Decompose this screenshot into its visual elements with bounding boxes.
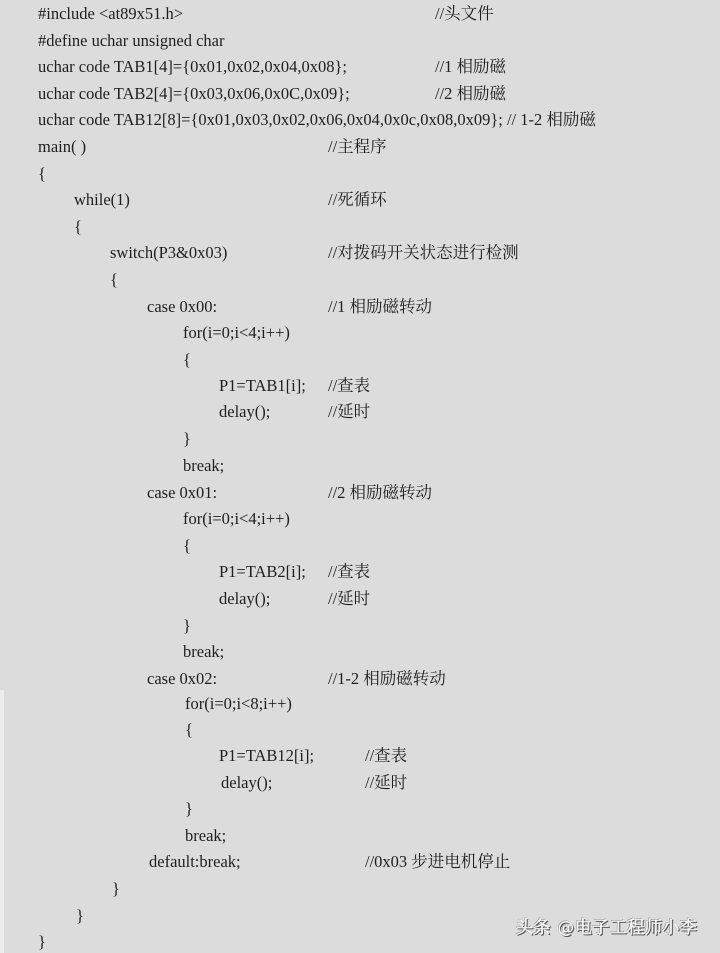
code-comment: //1 相励磁: [435, 57, 507, 76]
code-line: }: [76, 906, 84, 925]
code-comment: //延时: [328, 589, 371, 608]
code-comment: //2 相励磁: [435, 84, 507, 103]
code-line: for(i=0;i<8;i++): [185, 694, 292, 713]
code-comment: //死循环: [328, 190, 387, 209]
code-comment: //2 相励磁转动: [328, 483, 433, 502]
code-line: for(i=0;i<4;i++): [183, 323, 290, 342]
code-line: {: [185, 720, 193, 739]
code-line: }: [112, 879, 120, 898]
code-line: delay();: [221, 773, 273, 792]
code-line: }: [183, 429, 191, 448]
code-line: case 0x00:: [147, 297, 218, 316]
code-line: break;: [185, 826, 227, 845]
code-line: delay();: [219, 402, 271, 421]
code-line: uchar code TAB12[8]={0x01,0x03,0x02,0x06,0x04,0x0c,0x08,0x09}; // 1-2 相励磁: [38, 110, 596, 129]
code-line: {: [110, 270, 118, 289]
code-line: delay();: [219, 589, 271, 608]
code-line: P1=TAB12[i];: [219, 746, 315, 765]
code-comment: //延时: [365, 773, 408, 792]
code-line: case 0x02:: [147, 669, 218, 688]
code-line: #include <at89x51.h>: [38, 4, 184, 23]
code-comment: //头文件: [435, 4, 494, 23]
left-edge-strip: [0, 690, 4, 953]
code-line: {: [74, 217, 82, 236]
code-line: P1=TAB1[i];: [219, 376, 306, 395]
code-line: {: [183, 350, 191, 369]
code-comment: //查表: [328, 376, 371, 395]
code-line: }: [185, 799, 193, 818]
code-line: switch(P3&0x03): [110, 243, 228, 262]
code-line: {: [38, 164, 46, 183]
code-line: for(i=0;i<4;i++): [183, 509, 290, 528]
code-comment: //主程序: [328, 137, 387, 156]
code-line: P1=TAB2[i];: [219, 562, 306, 581]
code-line: uchar code TAB2[4]={0x03,0x06,0x0C,0x09};: [38, 84, 350, 103]
code-comment: //对拨码开关状态进行检测: [328, 243, 519, 262]
code-line: while(1): [74, 190, 130, 209]
code-comment: //1 相励磁转动: [328, 297, 433, 316]
code-line: case 0x01:: [147, 483, 218, 502]
code-line: }: [38, 932, 46, 951]
code-comment: //0x03 步进电机停止: [365, 852, 511, 871]
code-line: break;: [183, 642, 225, 661]
code-line: }: [183, 616, 191, 635]
code-line: default:break;: [149, 852, 241, 871]
code-comment: //查表: [328, 562, 371, 581]
code-line: break;: [183, 456, 225, 475]
code-line: {: [183, 536, 191, 555]
code-line: uchar code TAB1[4]={0x01,0x02,0x04,0x08};: [38, 57, 348, 76]
code-comment: //延时: [328, 402, 371, 421]
code-comment: //查表: [365, 746, 408, 765]
code-line: #define uchar unsigned char: [38, 31, 225, 50]
watermark: 头条 @电子工程师小李: [516, 918, 698, 938]
code-comment: //1-2 相励磁转动: [328, 669, 446, 688]
code-line: main( ): [38, 137, 87, 156]
